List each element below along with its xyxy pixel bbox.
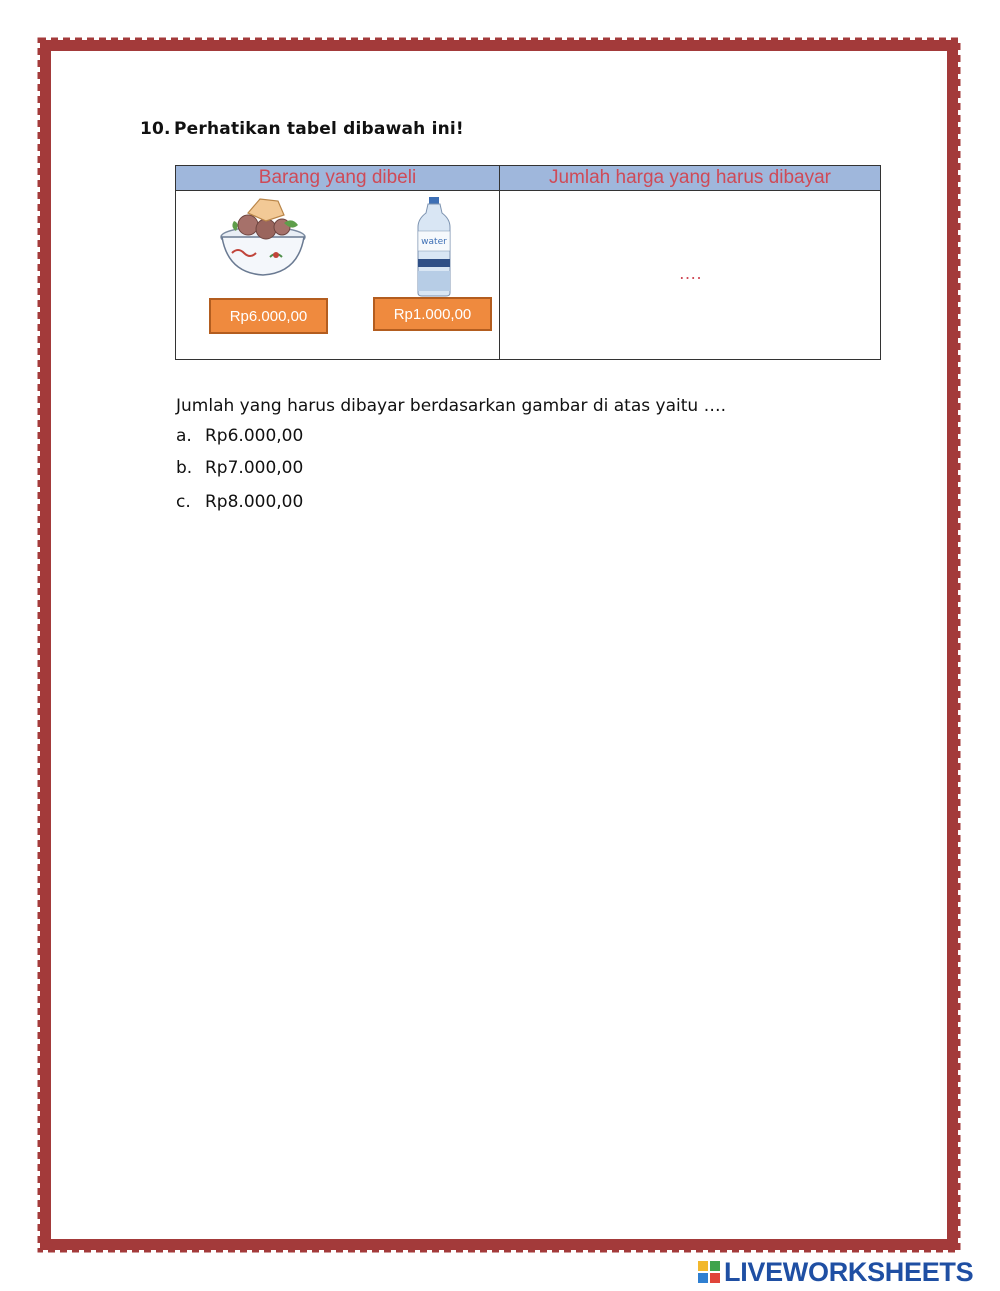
meatball-soup-bowl-icon	[218, 193, 308, 281]
option-text: Rp6.000,00	[205, 426, 304, 446]
price-tag-water: Rp1.000,00	[373, 297, 492, 331]
header-items-bought: Barang yang dibeli	[176, 166, 500, 191]
question-prompt: Jumlah yang harus dibayar berdasarkan gambar di atas yaitu ….	[176, 396, 726, 416]
liveworksheets-logo-icon	[698, 1261, 720, 1283]
option-a[interactable]	[176, 426, 303, 446]
items-table	[175, 165, 881, 360]
option-b[interactable]	[176, 458, 303, 478]
option-letter: a.	[176, 426, 192, 446]
price-tag-meatball: Rp6.000,00	[209, 298, 328, 334]
header-total-price: Jumlah harga yang harus dibayar	[500, 166, 881, 191]
option-c[interactable]	[176, 492, 303, 512]
liveworksheets-brand	[698, 1258, 973, 1286]
brand-name: LIVEWORKSHEETS	[724, 1256, 974, 1287]
bottle-label: water	[421, 237, 447, 247]
option-text: Rp8.000,00	[205, 492, 304, 512]
option-letter: c.	[176, 492, 191, 512]
water-bottle-icon	[416, 197, 452, 297]
question-title-text: Perhatikan tabel dibawah ini!	[174, 119, 464, 139]
question-title	[140, 119, 464, 139]
option-letter: b.	[176, 458, 193, 478]
question-number: 10.	[140, 119, 171, 139]
answer-placeholder: ….	[678, 263, 702, 283]
items-cell	[176, 191, 500, 360]
answer-cell[interactable]	[500, 191, 881, 360]
option-text: Rp7.000,00	[205, 458, 304, 478]
